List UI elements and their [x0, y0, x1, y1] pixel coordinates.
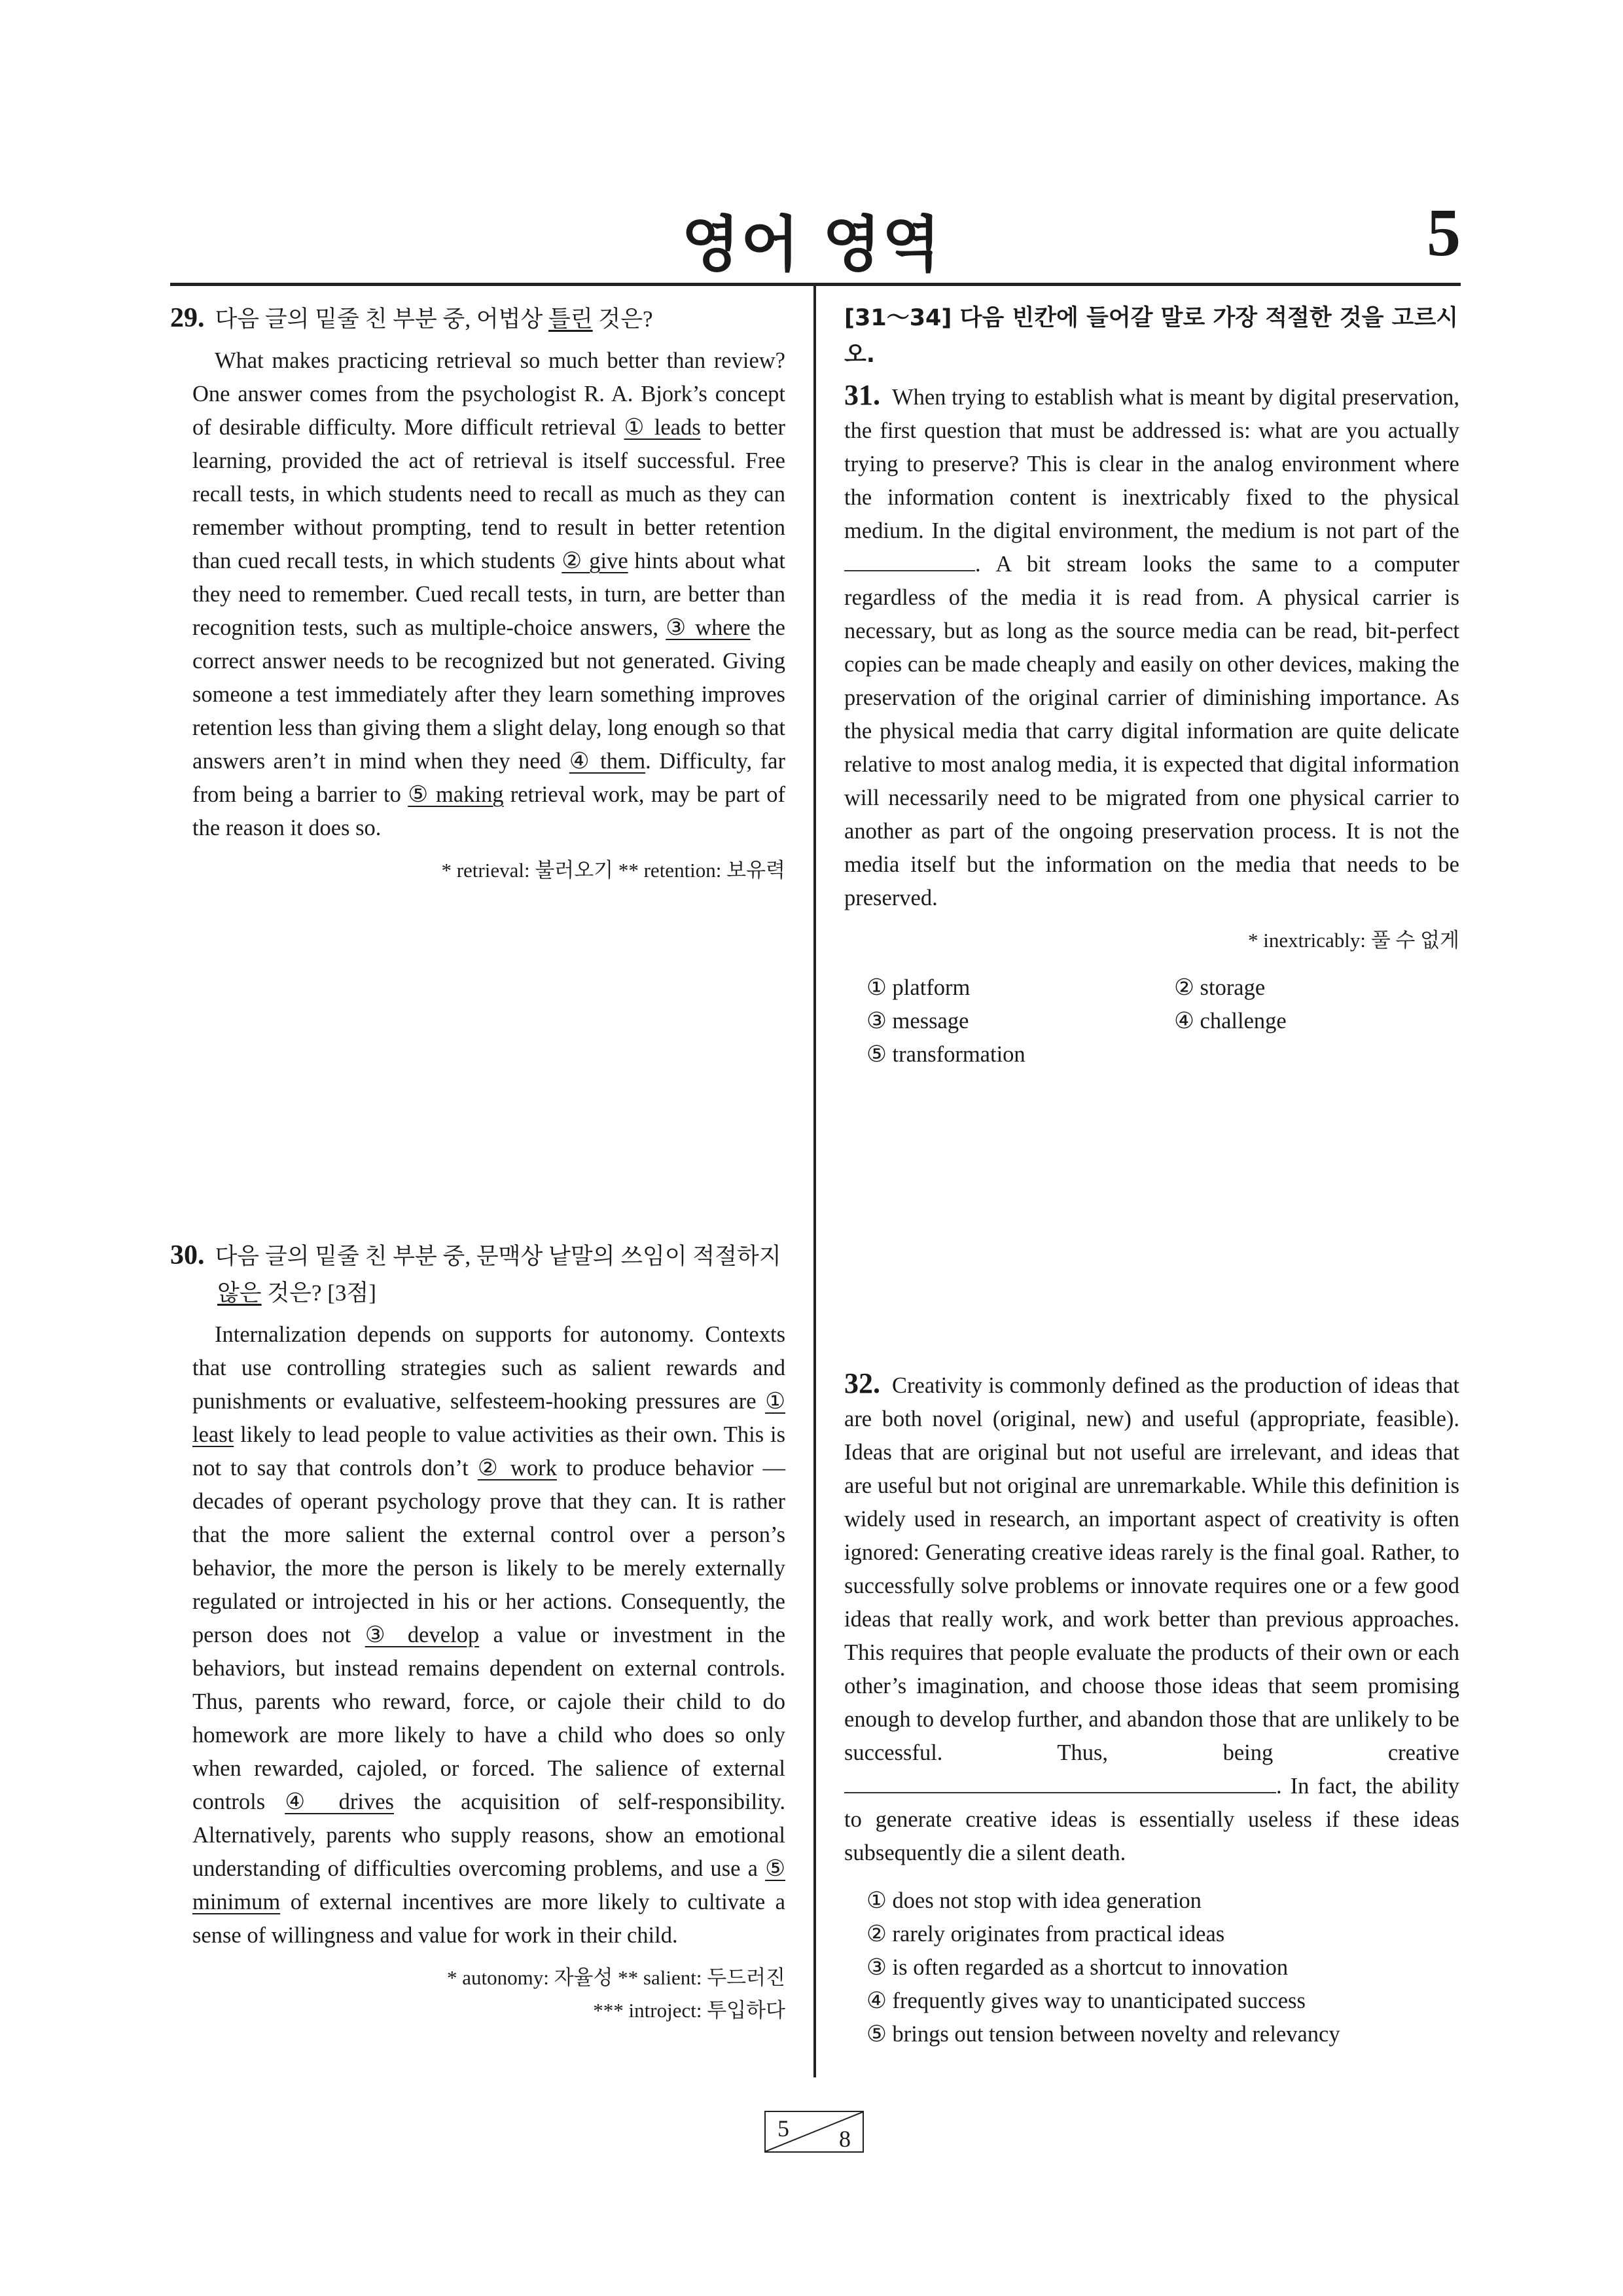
underlined-choice-1: ① least	[192, 1389, 785, 1447]
question-30-passage: Internalization depends on supports for autonomy. Contexts that use controlling strategies such as salient rewards and punishments or evaluative, selfesteem-hooking pressures are ① least likely to lead people to value activities as their own. This is not to say that controls don’t ② work to produce behavior — decades of operant psychology prove that they can. It is rather that the more salient the external control over a person’s behavior, the more the person is likely to be merely externally regulated or introjected in his or her actions. Consequently, the person does not ③ develop a value or investment in the behaviors, but instead remains dependent on external controls. Thus, parents who reward, force, or cajole their child to do homework are more likely to have a child who does so only when rewarded, cajoled, or forced. The salience of external controls ④ drives the acquisition of self-responsibility. Alternatively, parents who supply reasons, show an emotional understanding of difficulties overcoming problems, and use a ⑤ minimum of external incentives are more likely to cultivate a sense of willingness and value for work in their child.	[192, 1322, 786, 1948]
section-title: 영어 영역	[681, 209, 942, 279]
option-3[interactable]: ③ is often regarded as a shortcut to innovation	[866, 1955, 1289, 1980]
question-29-passage: What makes practicing retrieval so much better than review? One answer comes from the psychologist R. A. Bjork’s concept of desirable difficulty. More difficult retrieval ① leads to better learning, provided the act of retrieval is itself successful. Free recall tests, in which students need to recall as much as they can remember without prompting, tend to result in better retention than cued recall tests, in which students ② give hints about what they need to remember. Cued recall tests, in turn, are better than recognition tests, such as multiple-choice answers, ③ where the correct answer needs to be recognized but not generated. Giving someone a test immediately after they learn something improves retention less than giving them a slight delay, long enough so that answers aren’t in mind when they need ④ them. Difficulty, far from being a barrier to ⑤ making retrieval work, may be part of the reason it does so.	[192, 348, 786, 840]
option-1[interactable]: ① platform	[866, 975, 971, 1000]
option-1[interactable]: ① does not stop with idea generation	[866, 1888, 1202, 1913]
question-29-prompt: 29. 다음 글의 밑줄 친 부분 중, 어법상 틀린 것은?	[170, 303, 653, 333]
underlined-choice-5: ⑤ making	[408, 782, 504, 807]
underlined-choice-3: ③ develop	[365, 1623, 480, 1647]
answer-blank	[844, 1772, 1276, 1793]
underlined-choice-4: ④ them	[569, 749, 646, 774]
question-31-footnote: * inextricably: 풀 수 없게	[1248, 929, 1459, 952]
option-5[interactable]: ⑤ brings out tension between novelty and relevancy	[866, 2022, 1340, 2047]
answer-blank	[844, 550, 975, 571]
question-29-number: 29.	[170, 303, 205, 333]
question-31	[844, 300, 1459, 1071]
question-29	[170, 300, 785, 887]
question-32-number: 32.	[844, 1367, 880, 1399]
option-4[interactable]: ④ challenge	[1174, 1009, 1287, 1033]
option-5[interactable]: ⑤ transformation	[866, 1042, 1026, 1067]
question-30	[170, 1237, 785, 2027]
section-31-34-heading: [31～34] 다음 빈칸에 들어갈 말로 가장 적절한 것을 고르시오.	[844, 305, 1459, 368]
question-32-passage: 32. Creativity is commonly defined as the production of ideas that are both novel (original, new) and useful (appropriate, feasible). Ideas that are original but not useful are irrelevant, and ideas that are useful but not original are unremarkable. While this definition is widely used in research, an important aspect of creativity is often ignored: Generating creative ideas rarely is the final goal. Rather, to successfully solve problems or innovate requires one or a few good ideas that really work, and work better than previous approaches. This requires that people evaluate the products of their own or each other’s imagination, and choose those ideas that seem promising enough to develop further, and abandon those that are unlikely to be successful. Thus, being creative . In fact, the ability to generate creative ideas is essentially useless if these ideas subsequently die a silent death.	[844, 1367, 1459, 1865]
prompt-emphasis: 틀린	[548, 306, 593, 332]
option-4[interactable]: ④ frequently gives way to unanticipated success	[866, 1988, 1306, 2013]
question-31-options	[866, 971, 1459, 1071]
question-31-number: 31.	[844, 379, 880, 411]
page-number: 5	[1427, 195, 1461, 270]
option-3[interactable]: ③ message	[866, 1009, 969, 1033]
underlined-choice-3: ③ where	[666, 615, 751, 640]
question-30-prompt: 30. 다음 글의 밑줄 친 부분 중, 문맥상 낱말의 쓰임이 적절하지 않은 것은? [3점]	[170, 1240, 781, 1306]
underlined-choice-4: ④ drives	[285, 1789, 394, 1814]
question-32-options	[866, 1884, 1459, 2051]
option-2[interactable]: ② rarely originates from practical ideas	[866, 1922, 1225, 1946]
question-32	[844, 1367, 1459, 2051]
underlined-choice-2: ② work	[477, 1456, 557, 1480]
underlined-choice-2: ② give	[562, 548, 628, 573]
pager-current: 5	[777, 2115, 789, 2142]
pager-total: 8	[839, 2126, 851, 2152]
underlined-choice-1: ① leads	[624, 415, 701, 440]
question-30-footnote: * autonomy: 자율성 ** salient: 두드러진 *** introject: 투입하다	[446, 1966, 785, 2022]
question-30-number: 30.	[170, 1240, 205, 1270]
column-divider	[813, 286, 816, 2077]
option-2[interactable]: ② storage	[1174, 975, 1266, 1000]
question-31-passage: 31. When trying to establish what is meant by digital preservation, the first question that must be addressed is: what are you actually trying to preserve? This is clear in the analog environment where the information content is inextricably fixed to the physical medium. In the digital environment, the medium is not part of the . A bit stream looks the same to a computer regardless of the media it is read from. A physical carrier is necessary, but as long as the source media can be read, bit-perfect copies can be made cheaply and easily on other devices, making the preservation of the original carrier of diminishing importance. As the physical media that carry digital information are quite delicate relative to most analog media, it is expected that digital information will necessarily need to be migrated from one physical carrier to another as part of the ongoing preservation process. It is not the media itself but the information on the media that needs to be preserved.	[844, 379, 1459, 910]
page-indicator	[764, 2111, 864, 2153]
underlined-choice-5: ⑤ minimum	[192, 1856, 785, 1914]
question-29-footnote: * retrieval: 불러오기 ** retention: 보유력	[441, 859, 785, 882]
prompt-emphasis: 않은	[217, 1280, 262, 1306]
